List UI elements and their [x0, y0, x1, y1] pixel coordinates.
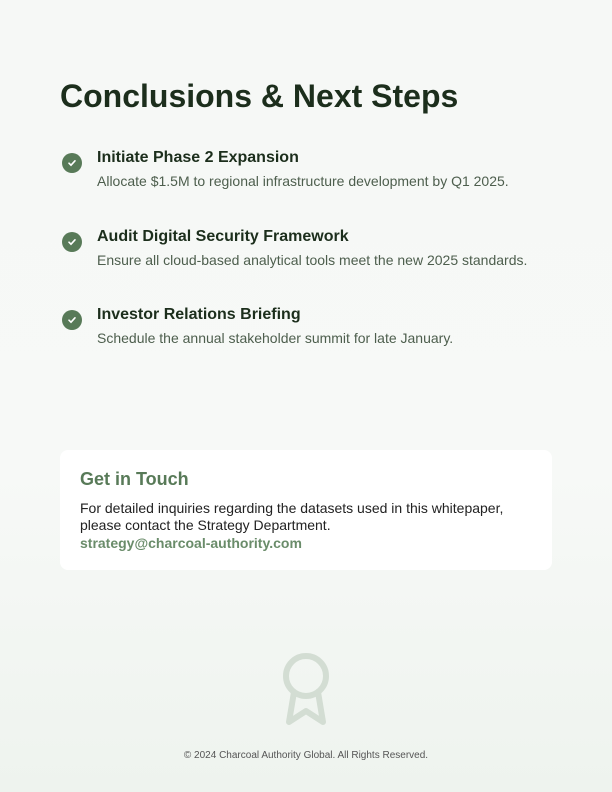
- item-title: Audit Digital Security Framework: [97, 228, 349, 245]
- item-description: Schedule the annual stakeholder summit for late January.: [97, 330, 454, 346]
- item-description: Allocate $1.5M to regional infrastructure development by Q1 2025.: [97, 173, 509, 189]
- list-item: [60, 140, 509, 189]
- check-icon: [62, 232, 82, 252]
- contact-heading: Get in Touch: [80, 469, 189, 489]
- item-title: Investor Relations Briefing: [97, 306, 301, 323]
- list-item: [60, 219, 527, 268]
- page-title: Conclusions & Next Steps: [60, 78, 459, 114]
- footer-copyright: © 2024 Charcoal Authority Global. All Rights Reserved.: [183, 750, 429, 761]
- check-icon: [62, 153, 82, 173]
- item-description: Ensure all cloud-based analytical tools meet the new 2025 standards.: [97, 252, 528, 268]
- contact-card: [60, 450, 552, 570]
- award-icon: [276, 650, 336, 730]
- check-icon: [62, 310, 82, 330]
- contact-email-link[interactable]: strategy@charcoal-authority.com: [80, 535, 302, 551]
- list-item: [60, 297, 453, 346]
- contact-text: For detailed inquiries regarding the datasets used in this whitepaper, please contact the Strategy Department.: [80, 500, 504, 533]
- item-title: Initiate Phase 2 Expansion: [97, 149, 299, 166]
